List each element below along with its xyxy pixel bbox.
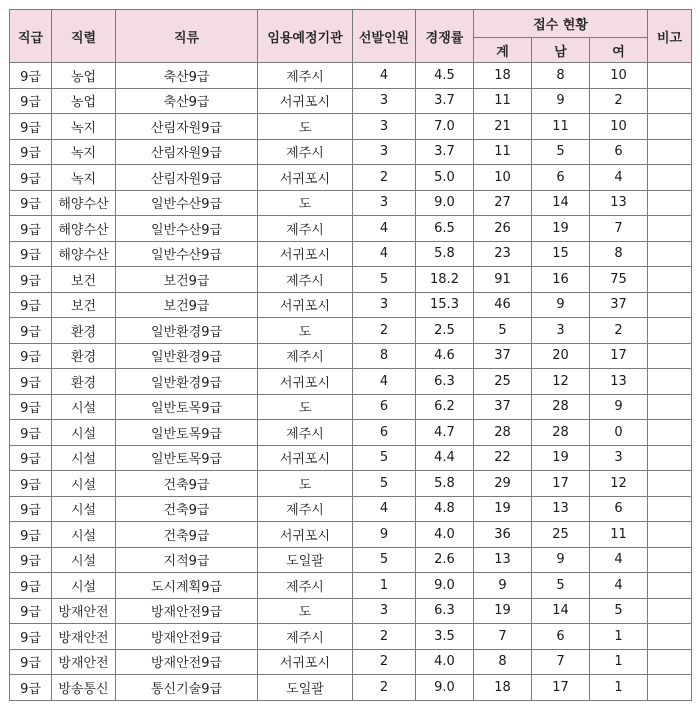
cell-planned: 5 [353,267,416,293]
cell-female: 8 [590,241,648,267]
cell-ratio: 3.5 [416,624,474,650]
cell-grade: 9급 [10,649,52,675]
cell-category: 건축9급 [116,471,258,497]
cell-agency: 서귀포시 [258,445,353,471]
cell-ratio: 2.6 [416,547,474,573]
cell-series: 환경 [52,318,116,344]
cell-remarks [648,216,692,242]
table-row [10,496,692,522]
table-row [10,675,692,701]
cell-agency: 도 [258,394,353,420]
cell-remarks [648,369,692,395]
cell-male: 9 [532,88,590,114]
table-row [10,241,692,267]
cell-series: 시설 [52,573,116,599]
cell-ratio: 2.5 [416,318,474,344]
cell-category: 축산9급 [116,88,258,114]
cell-agency: 제주시 [258,343,353,369]
cell-category: 방재안전9급 [116,598,258,624]
cell-category: 건축9급 [116,496,258,522]
cell-planned: 1 [353,573,416,599]
cell-female: 1 [590,675,648,701]
cell-series: 농업 [52,63,116,89]
cell-series: 시설 [52,420,116,446]
cell-agency: 서귀포시 [258,522,353,548]
cell-grade: 9급 [10,267,52,293]
table-row [10,216,692,242]
cell-female: 1 [590,624,648,650]
cell-series: 시설 [52,394,116,420]
cell-remarks [648,573,692,599]
cell-female: 1 [590,649,648,675]
cell-grade: 9급 [10,139,52,165]
cell-remarks [648,292,692,318]
cell-total: 13 [474,547,532,573]
cell-series: 방재안전 [52,624,116,650]
cell-remarks [648,496,692,522]
cell-total: 18 [474,63,532,89]
cell-remarks [648,88,692,114]
cell-series: 녹지 [52,114,116,140]
header-grade: 직급 [10,10,52,63]
cell-female: 5 [590,598,648,624]
cell-remarks [648,445,692,471]
cell-planned: 6 [353,394,416,420]
cell-series: 환경 [52,369,116,395]
cell-planned: 2 [353,675,416,701]
cell-series: 농업 [52,88,116,114]
cell-grade: 9급 [10,471,52,497]
cell-total: 29 [474,471,532,497]
cell-remarks [648,624,692,650]
cell-remarks [648,241,692,267]
cell-total: 9 [474,573,532,599]
cell-planned: 3 [353,139,416,165]
cell-agency: 서귀포시 [258,369,353,395]
cell-female: 10 [590,63,648,89]
table-row [10,369,692,395]
cell-male: 9 [532,292,590,318]
cell-male: 8 [532,63,590,89]
cell-agency: 서귀포시 [258,241,353,267]
table-row [10,445,692,471]
cell-planned: 4 [353,216,416,242]
cell-category: 통신기술9급 [116,675,258,701]
cell-planned: 5 [353,547,416,573]
cell-male: 5 [532,573,590,599]
cell-series: 방재안전 [52,598,116,624]
header-remarks: 비고 [648,10,692,63]
cell-ratio: 4.6 [416,343,474,369]
table-row [10,598,692,624]
cell-ratio: 7.0 [416,114,474,140]
table-row [10,165,692,191]
cell-male: 25 [532,522,590,548]
cell-grade: 9급 [10,394,52,420]
cell-remarks [648,675,692,701]
cell-female: 2 [590,88,648,114]
cell-series: 녹지 [52,139,116,165]
table-row [10,394,692,420]
cell-category: 일반환경9급 [116,369,258,395]
cell-agency: 제주시 [258,573,353,599]
cell-planned: 5 [353,471,416,497]
cell-category: 건축9급 [116,522,258,548]
cell-series: 보건 [52,292,116,318]
cell-male: 6 [532,165,590,191]
cell-category: 방재안전9급 [116,649,258,675]
cell-total: 19 [474,496,532,522]
cell-series: 시설 [52,471,116,497]
cell-total: 23 [474,241,532,267]
cell-male: 14 [532,190,590,216]
cell-total: 37 [474,343,532,369]
cell-total: 11 [474,88,532,114]
cell-total: 28 [474,420,532,446]
cell-remarks [648,318,692,344]
cell-male: 19 [532,445,590,471]
cell-male: 19 [532,216,590,242]
cell-female: 4 [590,165,648,191]
cell-category: 일반토목9급 [116,420,258,446]
cell-female: 0 [590,420,648,446]
cell-planned: 4 [353,369,416,395]
cell-series: 시설 [52,522,116,548]
cell-grade: 9급 [10,241,52,267]
header-female: 여 [590,38,648,63]
cell-total: 10 [474,165,532,191]
cell-series: 환경 [52,343,116,369]
cell-series: 시설 [52,445,116,471]
cell-female: 2 [590,318,648,344]
cell-series: 해양수산 [52,190,116,216]
cell-category: 보건9급 [116,292,258,318]
header-ratio: 경쟁률 [416,10,474,63]
cell-ratio: 6.3 [416,369,474,395]
table-row [10,343,692,369]
cell-female: 12 [590,471,648,497]
table-row [10,267,692,293]
cell-male: 5 [532,139,590,165]
cell-agency: 도 [258,114,353,140]
cell-agency: 제주시 [258,496,353,522]
cell-grade: 9급 [10,624,52,650]
cell-planned: 4 [353,496,416,522]
cell-male: 15 [532,241,590,267]
cell-total: 91 [474,267,532,293]
cell-series: 해양수산 [52,241,116,267]
cell-ratio: 3.7 [416,139,474,165]
cell-remarks [648,63,692,89]
cell-series: 해양수산 [52,216,116,242]
table-row [10,522,692,548]
cell-planned: 3 [353,88,416,114]
cell-remarks [648,165,692,191]
cell-planned: 6 [353,420,416,446]
cell-female: 9 [590,394,648,420]
table-row [10,114,692,140]
cell-grade: 9급 [10,114,52,140]
header-agency: 임용예정기관 [258,10,353,63]
cell-male: 17 [532,471,590,497]
cell-agency: 도 [258,318,353,344]
table-row [10,649,692,675]
cell-ratio: 4.5 [416,63,474,89]
cell-ratio: 4.4 [416,445,474,471]
cell-agency: 서귀포시 [258,88,353,114]
cell-planned: 5 [353,445,416,471]
cell-ratio: 6.5 [416,216,474,242]
cell-planned: 4 [353,63,416,89]
cell-series: 방재안전 [52,649,116,675]
cell-category: 일반수산9급 [116,216,258,242]
cell-grade: 9급 [10,343,52,369]
cell-category: 축산9급 [116,63,258,89]
cell-ratio: 4.7 [416,420,474,446]
cell-remarks [648,394,692,420]
header-male: 남 [532,38,590,63]
cell-agency: 도일괄 [258,547,353,573]
cell-category: 일반수산9급 [116,241,258,267]
cell-total: 21 [474,114,532,140]
cell-remarks [648,190,692,216]
cell-grade: 9급 [10,573,52,599]
header-category: 직류 [116,10,258,63]
cell-ratio: 4.0 [416,649,474,675]
cell-series: 방송통신 [52,675,116,701]
cell-female: 3 [590,445,648,471]
cell-agency: 제주시 [258,139,353,165]
cell-remarks [648,649,692,675]
cell-female: 4 [590,547,648,573]
cell-female: 6 [590,496,648,522]
cell-female: 13 [590,190,648,216]
cell-female: 13 [590,369,648,395]
cell-grade: 9급 [10,63,52,89]
cell-grade: 9급 [10,522,52,548]
cell-total: 5 [474,318,532,344]
cell-agency: 도 [258,471,353,497]
cell-remarks [648,343,692,369]
cell-female: 4 [590,573,648,599]
cell-remarks [648,267,692,293]
cell-planned: 9 [353,522,416,548]
cell-category: 지적9급 [116,547,258,573]
cell-agency: 서귀포시 [258,165,353,191]
cell-agency: 서귀포시 [258,292,353,318]
cell-ratio: 9.0 [416,190,474,216]
cell-agency: 도 [258,190,353,216]
cell-category: 산림자원9급 [116,114,258,140]
table-row [10,547,692,573]
header-series: 직렬 [52,10,116,63]
cell-agency: 도 [258,598,353,624]
cell-category: 일반토목9급 [116,394,258,420]
cell-ratio: 5.0 [416,165,474,191]
cell-total: 7 [474,624,532,650]
cell-total: 11 [474,139,532,165]
header-total: 계 [474,38,532,63]
recruitment-table-container [9,9,692,701]
cell-ratio: 15.3 [416,292,474,318]
cell-ratio: 4.8 [416,496,474,522]
cell-remarks [648,114,692,140]
cell-series: 보건 [52,267,116,293]
cell-agency: 제주시 [258,624,353,650]
cell-total: 37 [474,394,532,420]
table-row [10,139,692,165]
cell-male: 7 [532,649,590,675]
cell-agency: 제주시 [258,63,353,89]
cell-category: 일반수산9급 [116,190,258,216]
cell-total: 26 [474,216,532,242]
cell-total: 22 [474,445,532,471]
cell-female: 37 [590,292,648,318]
cell-planned: 2 [353,165,416,191]
cell-female: 17 [590,343,648,369]
cell-male: 16 [532,267,590,293]
cell-total: 46 [474,292,532,318]
table-row [10,624,692,650]
cell-series: 시설 [52,547,116,573]
cell-grade: 9급 [10,496,52,522]
cell-female: 75 [590,267,648,293]
table-row [10,420,692,446]
cell-planned: 3 [353,292,416,318]
recruitment-table [9,9,692,701]
cell-ratio: 18.2 [416,267,474,293]
table-header [10,10,692,63]
cell-grade: 9급 [10,547,52,573]
table-row [10,190,692,216]
cell-total: 36 [474,522,532,548]
cell-agency: 제주시 [258,420,353,446]
cell-ratio: 5.8 [416,471,474,497]
cell-planned: 8 [353,343,416,369]
cell-planned: 4 [353,241,416,267]
cell-remarks [648,522,692,548]
cell-agency: 서귀포시 [258,649,353,675]
cell-agency: 도일괄 [258,675,353,701]
cell-grade: 9급 [10,318,52,344]
cell-grade: 9급 [10,675,52,701]
table-row [10,471,692,497]
cell-ratio: 6.3 [416,598,474,624]
cell-male: 28 [532,420,590,446]
cell-remarks [648,139,692,165]
cell-male: 9 [532,547,590,573]
cell-grade: 9급 [10,165,52,191]
cell-ratio: 9.0 [416,675,474,701]
cell-remarks [648,420,692,446]
table-row [10,63,692,89]
cell-grade: 9급 [10,598,52,624]
cell-male: 17 [532,675,590,701]
cell-ratio: 6.2 [416,394,474,420]
cell-planned: 2 [353,624,416,650]
cell-agency: 제주시 [258,216,353,242]
cell-female: 7 [590,216,648,242]
cell-category: 방재안전9급 [116,624,258,650]
cell-series: 시설 [52,496,116,522]
cell-planned: 2 [353,318,416,344]
table-row [10,88,692,114]
cell-remarks [648,547,692,573]
header-applications: 접수 현황 [474,10,648,38]
cell-male: 3 [532,318,590,344]
cell-grade: 9급 [10,190,52,216]
cell-ratio: 5.8 [416,241,474,267]
cell-male: 14 [532,598,590,624]
cell-category: 일반환경9급 [116,343,258,369]
cell-grade: 9급 [10,420,52,446]
cell-grade: 9급 [10,88,52,114]
table-row [10,292,692,318]
cell-category: 도시계획9급 [116,573,258,599]
cell-category: 보건9급 [116,267,258,293]
cell-grade: 9급 [10,445,52,471]
table-row [10,573,692,599]
cell-female: 11 [590,522,648,548]
cell-agency: 제주시 [258,267,353,293]
cell-total: 19 [474,598,532,624]
cell-total: 27 [474,190,532,216]
cell-ratio: 9.0 [416,573,474,599]
cell-category: 산림자원9급 [116,165,258,191]
cell-male: 28 [532,394,590,420]
cell-category: 일반토목9급 [116,445,258,471]
cell-male: 13 [532,496,590,522]
cell-male: 12 [532,369,590,395]
table-row [10,318,692,344]
cell-female: 10 [590,114,648,140]
cell-ratio: 4.0 [416,522,474,548]
cell-category: 산림자원9급 [116,139,258,165]
table-body [10,63,692,701]
cell-planned: 3 [353,114,416,140]
cell-total: 18 [474,675,532,701]
cell-male: 6 [532,624,590,650]
cell-grade: 9급 [10,216,52,242]
cell-female: 6 [590,139,648,165]
cell-total: 8 [474,649,532,675]
cell-planned: 3 [353,598,416,624]
cell-ratio: 3.7 [416,88,474,114]
cell-grade: 9급 [10,292,52,318]
cell-remarks [648,471,692,497]
cell-grade: 9급 [10,369,52,395]
cell-planned: 3 [353,190,416,216]
cell-total: 25 [474,369,532,395]
cell-remarks [648,598,692,624]
cell-male: 11 [532,114,590,140]
cell-planned: 2 [353,649,416,675]
cell-series: 녹지 [52,165,116,191]
header-planned: 선발인원 [353,10,416,63]
cell-male: 20 [532,343,590,369]
cell-category: 일반환경9급 [116,318,258,344]
